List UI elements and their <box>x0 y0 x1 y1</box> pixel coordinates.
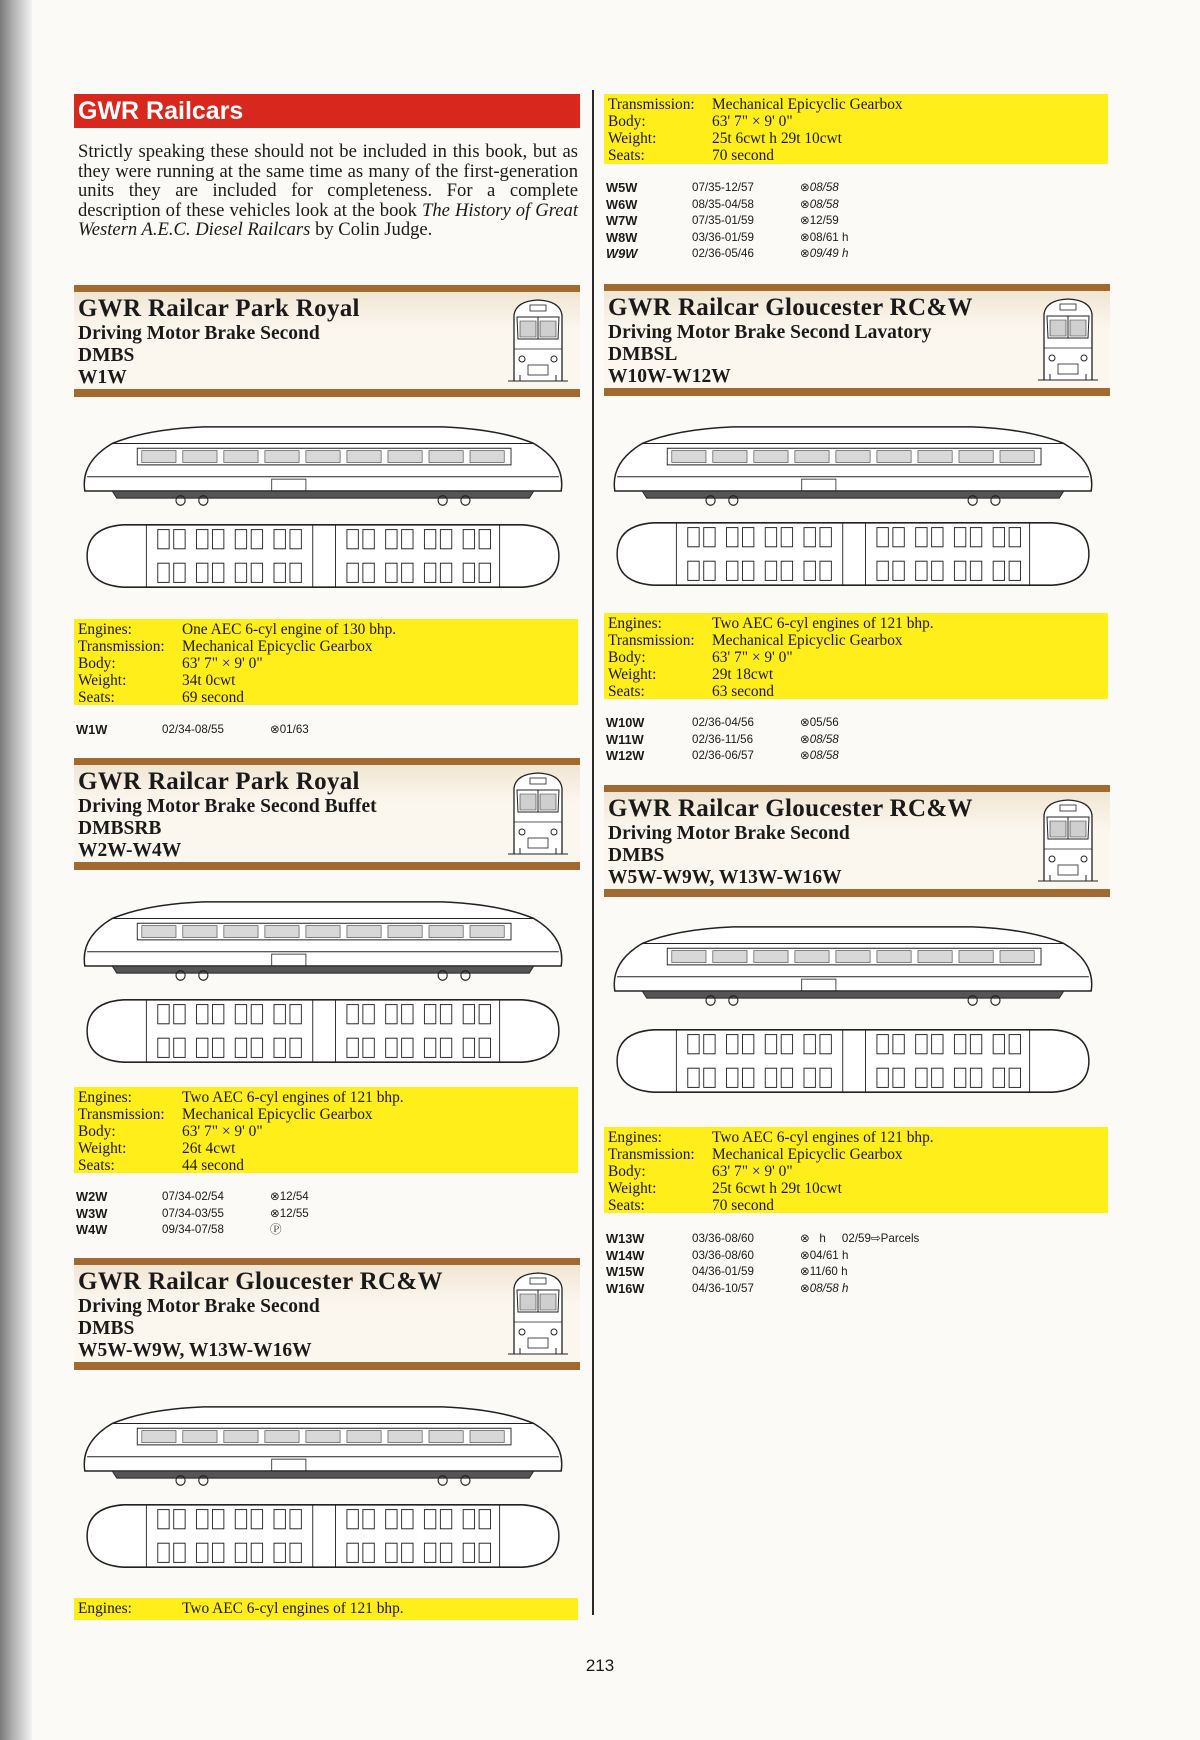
railcar-type: Driving Motor Brake Second <box>78 1296 320 1317</box>
page-number: 213 <box>585 1656 615 1675</box>
railcar-code: DMBS <box>78 1318 135 1339</box>
header-bar-top <box>604 284 1110 291</box>
side-elevation-drawing <box>78 890 568 985</box>
header-bar-top <box>74 1258 580 1265</box>
header-bar-top <box>74 758 580 765</box>
fleet-row: W12W 02/36-06/57 ⊗08/58 <box>606 748 839 763</box>
railcar-code: DMBSRB <box>78 818 162 839</box>
fleet-row: W8W 03/36-01/59 ⊗08/61 h <box>606 229 849 245</box>
railcar-title: GWR Railcar Park Royal <box>78 768 360 795</box>
fleet-list-w2w-w4w <box>76 1189 309 1239</box>
railcar-numbers: W5W-W9W, W13W-W16W <box>78 1340 312 1361</box>
railcar-numbers: W10W-W12W <box>608 366 731 387</box>
railcar-header-w10w-w12w <box>604 284 1110 396</box>
spec-box-w13w-w16w: Engines: Two AEC 6-cyl engines of 121 bhp. Transmission: Mechanical Epicyclic Gearbox Body: 63' 7" × 9' 0" Weight: 25t 6cwt h 29t 10cwt Seats: 70 second <box>604 1127 1108 1213</box>
header-bar-bottom <box>604 388 1110 396</box>
fleet-row: W5W 07/35-12/57 ⊗08/58 <box>606 180 839 195</box>
front-view-drawing <box>506 770 570 856</box>
front-view-drawing <box>506 297 570 383</box>
railcar-title: GWR Railcar Park Royal <box>78 295 360 322</box>
fleet-row: W7W 07/35-01/59 ⊗12/59 <box>606 213 839 228</box>
header-bar-top <box>74 285 580 292</box>
railcar-code: DMBS <box>78 345 135 366</box>
side-elevation-drawing <box>78 1395 568 1490</box>
fleet-row: W11W 02/36-11/56 ⊗08/58 <box>606 731 839 747</box>
column-divider <box>592 90 594 1615</box>
spec-box-w2w-w4w: Engines: Two AEC 6-cyl engines of 121 bhp. Transmission: Mechanical Epicyclic Gearbox Body: 63' 7" × 9' 0" Weight: 26t 4cwt Seats: 44 second <box>74 1087 578 1173</box>
header-bar-bottom <box>74 389 580 397</box>
fleet-list-w5w-w9w <box>606 180 848 263</box>
front-view-drawing <box>1036 797 1100 883</box>
side-elevation-drawing <box>608 415 1098 510</box>
header-bar-top <box>604 785 1110 792</box>
intro-paragraph: Strictly speaking these should not be included in this book, but as they were running at the same time as many of the first-generation units they are included for completeness. For a complete description of these vehicles look at the book The History of Great Western A.E.C. Diesel Railcars by Colin Judge. <box>78 141 578 241</box>
fleet-row: W13W 03/36-08/60 ⊗ h 02/59⇨Parcels <box>606 1231 920 1246</box>
fleet-row: W2W 07/34-02/54 ⊗12/54 <box>76 1189 309 1204</box>
section-heading: GWR Railcars <box>74 94 580 128</box>
railcar-header-w13w-w16w <box>604 785 1110 897</box>
railcar-title: GWR Railcar Gloucester RC&W <box>608 795 973 822</box>
railcar-code: DMBS <box>608 845 665 866</box>
railcar-title: GWR Railcar Gloucester RC&W <box>608 294 973 321</box>
railcar-header-w2w-w4w <box>74 758 580 870</box>
fleet-row: W14W 03/36-08/60 ⊗04/61 h <box>606 1247 849 1263</box>
fleet-list-w13w-w16w <box>606 1231 919 1297</box>
fleet-row: W16W 04/36-10/57 ⊗08/58 h <box>606 1280 849 1296</box>
railcar-numbers: W1W <box>78 367 127 388</box>
book-title: The History of Great Western A.E.C. Diesel Railcars <box>78 199 578 241</box>
railcar-code: DMBSL <box>608 344 678 365</box>
fleet-row: W6W 08/35-04/58 ⊗08/58 <box>606 196 839 212</box>
fleet-list-w1w <box>76 722 309 739</box>
front-view-drawing <box>1036 296 1100 382</box>
railcar-type: Driving Motor Brake Second Buffet <box>78 796 377 817</box>
fleet-row: W3W 07/34-03/55 ⊗12/55 <box>76 1205 309 1221</box>
railcar-type: Driving Motor Brake Second Lavatory <box>608 322 932 343</box>
floor-plan-drawing <box>608 1025 1098 1097</box>
railcar-type: Driving Motor Brake Second <box>608 823 850 844</box>
fleet-row: W9W 02/36-05/46 ⊗09/49 h <box>606 246 849 261</box>
spec-box-w5w-w9w: Engines: Two AEC 6-cyl engines of 121 bhp. <box>74 1598 578 1620</box>
header-bar-bottom <box>74 862 580 870</box>
railcar-header-w5w-w9w <box>74 1258 580 1370</box>
side-elevation-drawing <box>78 415 568 510</box>
book-spine-shadow <box>0 0 32 1740</box>
railcar-title: GWR Railcar Gloucester RC&W <box>78 1268 443 1295</box>
floor-plan-drawing <box>78 995 568 1067</box>
header-bar-bottom <box>74 1362 580 1370</box>
fleet-row: W10W 02/36-04/56 ⊗05/56 <box>606 715 839 730</box>
spec-box-w1w: Engines: One AEC 6-cyl engine of 130 bhp. Transmission: Mechanical Epicyclic Gearbox Body: 63' 7" × 9' 0" Weight: 34t 0cwt Seats: 69 second <box>74 619 578 705</box>
spec-box-continued: Transmission: Mechanical Epicyclic Gearbox Body: 63' 7" × 9' 0" Weight: 25t 6cwt h 29t 10cwt Seats: 70 second <box>604 94 1108 164</box>
railcar-numbers: W5W-W9W, W13W-W16W <box>608 867 842 888</box>
floor-plan-drawing <box>78 520 568 592</box>
railcar-type: Driving Motor Brake Second <box>78 323 320 344</box>
fleet-row: W4W 09/34-07/58 Ⓟ <box>76 1222 282 1237</box>
floor-plan-drawing <box>608 518 1098 590</box>
spec-box-w10w-w12w: Engines: Two AEC 6-cyl engines of 121 bhp. Transmission: Mechanical Epicyclic Gearbox Body: 63' 7" × 9' 0" Weight: 29t 18cwt Seats: 63 second <box>604 613 1108 699</box>
fleet-row: W15W 04/36-01/59 ⊗11/60 h <box>606 1264 848 1279</box>
front-view-drawing <box>506 1270 570 1356</box>
railcar-header-w1w <box>74 285 580 397</box>
railcar-numbers: W2W-W4W <box>78 840 182 861</box>
header-bar-bottom <box>604 889 1110 897</box>
floor-plan-drawing <box>78 1500 568 1572</box>
side-elevation-drawing <box>608 915 1098 1010</box>
fleet-row: W1W 02/34-08/55 ⊗01/63 <box>76 722 309 737</box>
fleet-list-w10w-w12w <box>606 715 839 765</box>
